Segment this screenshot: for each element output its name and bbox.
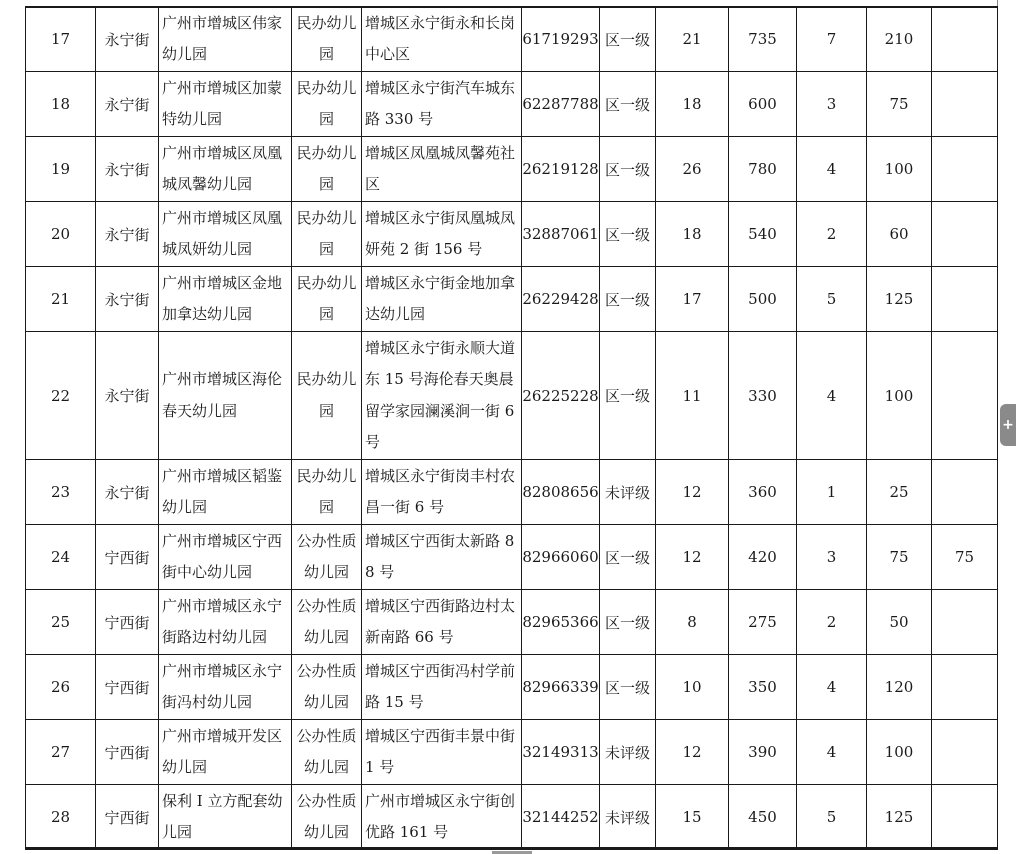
cell-classes: 7 xyxy=(797,7,867,72)
cell-no: 19 xyxy=(26,137,96,202)
cell-street: 永宁街 xyxy=(96,72,159,137)
cell-phone: 32149313 xyxy=(522,720,600,785)
cell-street: 永宁街 xyxy=(96,267,159,332)
cell-extra xyxy=(932,72,998,137)
cell-level: 区一级 xyxy=(600,202,656,267)
cell-capacity: 275 xyxy=(729,590,797,655)
cell-places: 25 xyxy=(867,460,932,525)
table-row xyxy=(26,525,998,590)
cell-level: 区一级 xyxy=(600,7,656,72)
page-edge xyxy=(997,0,998,6)
cell-classes: 1 xyxy=(797,460,867,525)
table-bottom-border xyxy=(25,847,997,849)
cell-places: 100 xyxy=(867,720,932,785)
cell-level: 区一级 xyxy=(600,137,656,202)
cell-address: 增城区永宁街岗丰村农昌一街 6 号 xyxy=(362,460,522,525)
cell-no: 17 xyxy=(26,7,96,72)
cell-classes: 3 xyxy=(797,525,867,590)
cell-address: 增城区宁西街丰景中街 1 号 xyxy=(362,720,522,785)
cell-type: 民办幼儿园 xyxy=(292,137,362,202)
cell-no: 28 xyxy=(26,785,96,850)
cell-level: 未评级 xyxy=(600,460,656,525)
table-row xyxy=(26,72,998,137)
cell-no: 22 xyxy=(26,332,96,460)
cell-extra xyxy=(932,460,998,525)
cell-type: 公办性质幼儿园 xyxy=(292,655,362,720)
cell-type: 民办幼儿园 xyxy=(292,202,362,267)
cell-address: 增城区宁西街太新路 88 号 xyxy=(362,525,522,590)
table-row xyxy=(26,202,998,267)
cell-name: 广州市增城区凤凰城凤馨幼儿园 xyxy=(159,137,292,202)
cell-no: 23 xyxy=(26,460,96,525)
plus-icon: + xyxy=(1002,417,1014,433)
cell-name: 广州市增城区伟家幼儿园 xyxy=(159,7,292,72)
cell-no: 27 xyxy=(26,720,96,785)
cell-teachers: 12 xyxy=(656,720,729,785)
cell-capacity: 540 xyxy=(729,202,797,267)
cell-places: 60 xyxy=(867,202,932,267)
cell-extra xyxy=(932,720,998,785)
cell-street: 宁西街 xyxy=(96,525,159,590)
table-row xyxy=(26,460,998,525)
cell-places: 75 xyxy=(867,525,932,590)
cell-extra xyxy=(932,137,998,202)
cell-capacity: 390 xyxy=(729,720,797,785)
cell-level: 区一级 xyxy=(600,72,656,137)
cell-level: 未评级 xyxy=(600,785,656,850)
cell-teachers: 15 xyxy=(656,785,729,850)
cell-phone: 61719293 xyxy=(522,7,600,72)
cell-type: 公办性质幼儿园 xyxy=(292,590,362,655)
cell-phone: 26225228 xyxy=(522,332,600,460)
cell-extra xyxy=(932,785,998,850)
cell-phone: 82966339 xyxy=(522,655,600,720)
cell-phone: 32144252 xyxy=(522,785,600,850)
cell-phone: 62287788 xyxy=(522,72,600,137)
cell-capacity: 420 xyxy=(729,525,797,590)
cell-no: 21 xyxy=(26,267,96,332)
cell-address: 增城区宁西街路边村太新南路 66 号 xyxy=(362,590,522,655)
cell-address: 广州市增城区永宁街创优路 161 号 xyxy=(362,785,522,850)
cell-places: 125 xyxy=(867,267,932,332)
cell-classes: 4 xyxy=(797,720,867,785)
cell-phone: 82965366 xyxy=(522,590,600,655)
cell-places: 210 xyxy=(867,7,932,72)
cell-capacity: 780 xyxy=(729,137,797,202)
cell-address: 增城区永宁街凤凰城凤妍苑 2 街 156 号 xyxy=(362,202,522,267)
cell-no: 18 xyxy=(26,72,96,137)
cell-phone: 82966060 xyxy=(522,525,600,590)
cell-no: 20 xyxy=(26,202,96,267)
table-row xyxy=(26,137,998,202)
cell-street: 永宁街 xyxy=(96,332,159,460)
cell-classes: 5 xyxy=(797,785,867,850)
cell-level: 区一级 xyxy=(600,525,656,590)
table-row xyxy=(26,7,998,72)
cell-capacity: 600 xyxy=(729,72,797,137)
cell-type: 民办幼儿园 xyxy=(292,7,362,72)
cell-teachers: 26 xyxy=(656,137,729,202)
cell-no: 24 xyxy=(26,525,96,590)
cell-capacity: 330 xyxy=(729,332,797,460)
cell-name: 广州市增城区凤凰城凤妍幼儿园 xyxy=(159,202,292,267)
cell-name: 保利 I 立方配套幼儿园 xyxy=(159,785,292,850)
cell-name: 广州市增城区韬鉴幼儿园 xyxy=(159,460,292,525)
cell-classes: 2 xyxy=(797,202,867,267)
cell-name: 广州市增城区加蒙特幼儿园 xyxy=(159,72,292,137)
cell-street: 宁西街 xyxy=(96,785,159,850)
cell-type: 公办性质幼儿园 xyxy=(292,785,362,850)
cell-places: 100 xyxy=(867,137,932,202)
cell-address: 增城区永宁街汽车城东路 330 号 xyxy=(362,72,522,137)
cell-teachers: 10 xyxy=(656,655,729,720)
cell-capacity: 450 xyxy=(729,785,797,850)
cell-type: 公办性质幼儿园 xyxy=(292,720,362,785)
cell-phone: 32887061 xyxy=(522,202,600,267)
cell-street: 永宁街 xyxy=(96,137,159,202)
cell-phone: 26219128 xyxy=(522,137,600,202)
cell-type: 民办幼儿园 xyxy=(292,332,362,460)
cell-capacity: 500 xyxy=(729,267,797,332)
cell-street: 宁西街 xyxy=(96,590,159,655)
cell-level: 区一级 xyxy=(600,655,656,720)
cell-address: 增城区永宁街永和长岗中心区 xyxy=(362,7,522,72)
cell-street: 永宁街 xyxy=(96,460,159,525)
table-top-border xyxy=(25,6,997,8)
cell-no: 26 xyxy=(26,655,96,720)
cell-street: 永宁街 xyxy=(96,202,159,267)
cell-places: 50 xyxy=(867,590,932,655)
cell-places: 75 xyxy=(867,72,932,137)
table-row xyxy=(26,720,998,785)
cell-places: 125 xyxy=(867,785,932,850)
cell-name: 广州市增城区永宁街冯村幼儿园 xyxy=(159,655,292,720)
cell-teachers: 12 xyxy=(656,525,729,590)
cell-name: 广州市增城开发区幼儿园 xyxy=(159,720,292,785)
cell-street: 宁西街 xyxy=(96,655,159,720)
table-row xyxy=(26,655,998,720)
cell-classes: 4 xyxy=(797,655,867,720)
cell-capacity: 350 xyxy=(729,655,797,720)
kindergarten-table xyxy=(25,6,998,850)
table-row xyxy=(26,785,998,850)
cell-teachers: 8 xyxy=(656,590,729,655)
table-row xyxy=(26,267,998,332)
cell-extra xyxy=(932,332,998,460)
cell-type: 民办幼儿园 xyxy=(292,267,362,332)
cell-capacity: 360 xyxy=(729,460,797,525)
cell-no: 25 xyxy=(26,590,96,655)
cell-street: 宁西街 xyxy=(96,720,159,785)
cell-classes: 3 xyxy=(797,72,867,137)
table-row xyxy=(26,590,998,655)
cell-teachers: 18 xyxy=(656,202,729,267)
cell-street: 永宁街 xyxy=(96,7,159,72)
cell-phone: 26229428 xyxy=(522,267,600,332)
cell-address: 增城区永宁街永顺大道东 15 号海伦春天奥晨留学家园澜溪涧一街 6 号 xyxy=(362,332,522,460)
cell-places: 120 xyxy=(867,655,932,720)
cell-extra xyxy=(932,655,998,720)
cell-type: 民办幼儿园 xyxy=(292,72,362,137)
cell-name: 广州市增城区永宁街路边村幼儿园 xyxy=(159,590,292,655)
cell-name: 广州市增城区金地加拿达幼儿园 xyxy=(159,267,292,332)
cell-teachers: 17 xyxy=(656,267,729,332)
cell-level: 未评级 xyxy=(600,720,656,785)
cell-classes: 4 xyxy=(797,332,867,460)
cell-level: 区一级 xyxy=(600,332,656,460)
cell-extra xyxy=(932,202,998,267)
cell-classes: 4 xyxy=(797,137,867,202)
cell-extra xyxy=(932,590,998,655)
table-row xyxy=(26,332,998,460)
cell-teachers: 18 xyxy=(656,72,729,137)
cell-teachers: 21 xyxy=(656,7,729,72)
cell-level: 区一级 xyxy=(600,267,656,332)
cell-level: 区一级 xyxy=(600,590,656,655)
cell-address: 增城区凤凰城凤馨苑社区 xyxy=(362,137,522,202)
cell-name: 广州市增城区海伦春天幼儿园 xyxy=(159,332,292,460)
cell-extra xyxy=(932,7,998,72)
cell-address: 增城区永宁街金地加拿达幼儿园 xyxy=(362,267,522,332)
expand-panel-button[interactable] xyxy=(1000,404,1016,446)
cell-teachers: 12 xyxy=(656,460,729,525)
cell-extra: 75 xyxy=(932,525,998,590)
cell-phone: 82808656 xyxy=(522,460,600,525)
cell-teachers: 11 xyxy=(656,332,729,460)
cell-classes: 5 xyxy=(797,267,867,332)
cell-capacity: 735 xyxy=(729,7,797,72)
cell-type: 民办幼儿园 xyxy=(292,460,362,525)
cell-places: 100 xyxy=(867,332,932,460)
cell-extra xyxy=(932,267,998,332)
cell-address: 增城区宁西街冯村学前路 15 号 xyxy=(362,655,522,720)
cell-name: 广州市增城区宁西街中心幼儿园 xyxy=(159,525,292,590)
cell-type: 公办性质幼儿园 xyxy=(292,525,362,590)
cell-classes: 2 xyxy=(797,590,867,655)
